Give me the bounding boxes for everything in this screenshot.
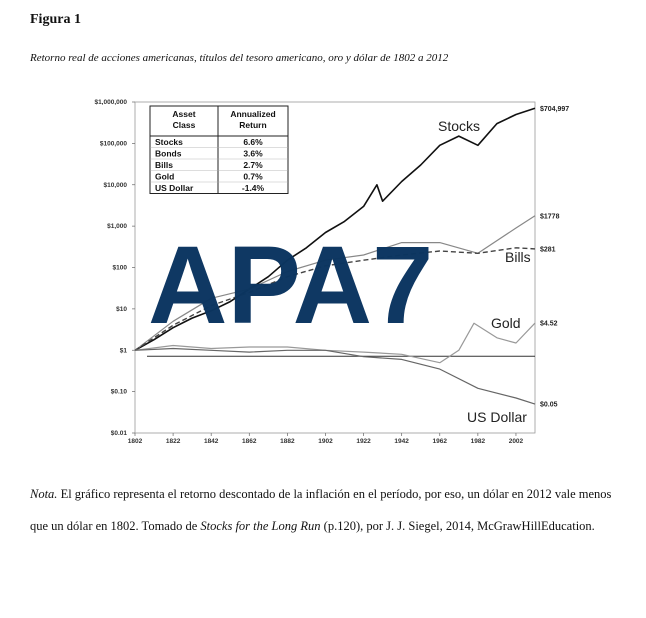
x-tick-label: 2002 — [508, 438, 524, 445]
table-return-cell: 0.7% — [243, 171, 263, 182]
y-tick-label: $10,000 — [103, 181, 127, 189]
note-book-title: Stocks for the Long Run — [200, 519, 321, 533]
table-asset-cell: Gold — [155, 171, 175, 182]
table-return-cell: 6.6% — [243, 137, 263, 147]
note-text-2: (p.120), por J. J. Siegel, 2014, McGrawHillEducation. — [320, 519, 595, 533]
figure-title: Retorno real de acciones americanas, títulos del tesoro americano, oro y dólar de 1802 a 2012 — [30, 52, 449, 64]
table-asset-cell: Bonds — [155, 148, 182, 159]
series-label-usdollar: US Dollar — [467, 409, 527, 425]
x-tick-label: 1922 — [356, 438, 371, 445]
y-tick-label: $10 — [116, 305, 127, 313]
y-tick-label: $100 — [112, 264, 127, 272]
end-value-label: $4.52 — [540, 320, 558, 328]
series-label-gold: Gold — [491, 315, 521, 331]
x-tick-label: 1862 — [242, 438, 257, 445]
table-header: Asset — [172, 109, 196, 119]
table-return-cell: 3.6% — [243, 148, 263, 159]
end-value-label: $281 — [540, 246, 556, 254]
table-asset-cell: Bills — [155, 160, 173, 170]
table-header: Return — [239, 120, 267, 130]
y-tick-label: $1,000 — [107, 223, 127, 231]
y-tick-label: $0.01 — [110, 430, 127, 437]
x-tick-label: 1942 — [394, 438, 409, 445]
series-label-stocks: Stocks — [438, 118, 481, 134]
figure-label: Figura 1 — [30, 12, 81, 27]
table-asset-cell: Stocks — [155, 137, 183, 147]
y-tick-label: $100,000 — [99, 140, 127, 148]
figure-note — [30, 478, 620, 542]
end-value-label: $0.05 — [540, 401, 558, 409]
end-value-label: $704,997 — [540, 105, 570, 113]
y-tick-label: $1,000,000 — [94, 99, 127, 106]
y-tick-label: $0.10 — [110, 388, 127, 396]
table-return-cell: 2.7% — [243, 160, 263, 170]
table-header: Annualized — [230, 109, 276, 119]
series-line-us-dollar — [135, 349, 535, 405]
x-tick-label: 1982 — [470, 438, 486, 445]
end-value-label: $1778 — [540, 213, 560, 221]
note-text-1: El gráfico representa el retorno descontado de la inflación en el período, por eso, un dólar en 2012 vale menos que un dólar en 1802. Tomado de — [30, 487, 612, 533]
table-asset-cell: US Dollar — [155, 183, 194, 193]
x-tick-label: 1962 — [432, 438, 447, 445]
table-header: Class — [172, 120, 196, 130]
x-tick-label: 1822 — [165, 438, 181, 445]
y-tick-label: $1 — [119, 347, 127, 355]
note-label: Nota. — [30, 487, 58, 501]
series-label-bills: Bills — [505, 249, 531, 265]
x-tick-label: 1882 — [280, 438, 295, 445]
x-tick-label: 1802 — [127, 438, 143, 445]
x-tick-label: 1902 — [318, 438, 333, 445]
apa7-watermark: APA7 — [148, 224, 434, 347]
table-return-cell: -1.4% — [241, 183, 265, 193]
x-tick-label: 1842 — [203, 438, 219, 445]
